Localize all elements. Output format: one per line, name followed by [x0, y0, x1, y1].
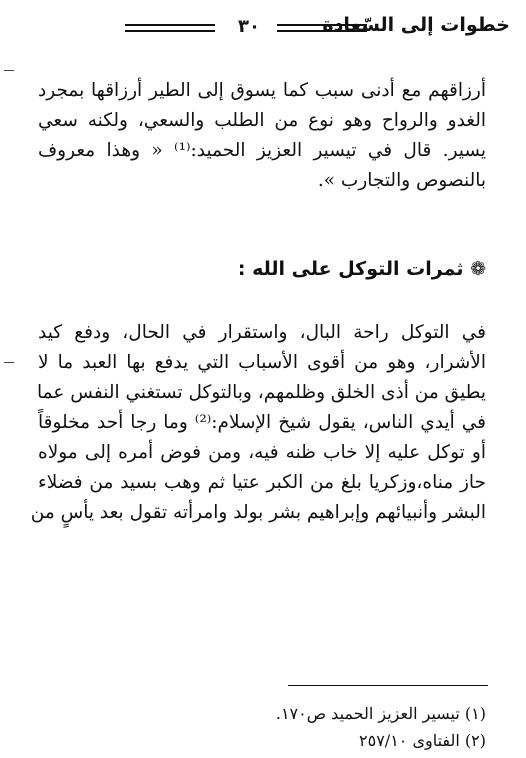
margin-mark [4, 70, 14, 71]
footnote: (١) تيسير العزيز الحميد ص١٧٠. [275, 704, 486, 723]
text-line: البشر وأنبيائهم وإبراهيم بشر بولد وامرأته تقول بعد يأسٍ من [30, 502, 486, 523]
text-line: في التوكل راحة البال، واستقرار في الحال، ودفع كيد [38, 322, 486, 343]
text-line: أو توكل عليه إلا خاب ظنه فيه، ومن فوض أمره إلى مولاه [38, 442, 486, 463]
header-rule-left [125, 24, 215, 32]
page-number: ٣٠ [238, 16, 260, 37]
text-line: الأشرار، وهو من أقوى الأسباب التي يدفع بها العبد ما لا [38, 352, 486, 373]
text-line: يسير. قال في تيسير العزيز الحميد:⁽¹⁾ « وهذا معروف [38, 140, 487, 161]
margin-mark [4, 362, 14, 363]
text-line: يطيق من أذى الخلق وظلمهم، وبالتوكل تستغني النفس عما [37, 382, 486, 403]
paragraph-1 [38, 76, 486, 196]
paragraph-2 [30, 318, 486, 528]
text-line: بالنصوص والتجارب ». [317, 170, 486, 191]
footnote: (٢) الفتاوى ٢٥٧/١٠ [359, 731, 486, 750]
page-header [40, 12, 510, 42]
text-line: الغدو والرواح وهو نوع من الطلب والسعي، ولكنه سعي [38, 110, 486, 131]
footnote-separator [288, 685, 488, 686]
footnotes [46, 700, 486, 754]
section-heading: ❁ ثمرات التوكل على الله : [237, 258, 486, 280]
text-line: أرزاقهم مع أدنى سبب كما يسوق إلى الطير أرزاقها بمجرد [38, 80, 486, 101]
text-line: حاز مناه،وزكريا بلغ من الكبر عتيا ثم وهب بسيد من فضلاء [38, 472, 486, 493]
header-rule-right [277, 24, 367, 32]
running-title: خطوات إلى السّعادة [322, 14, 510, 36]
text-line: في أيدي الناس، يقول شيخ الإسلام:⁽²⁾ وما رجا أحد مخلوقاً [38, 412, 486, 433]
